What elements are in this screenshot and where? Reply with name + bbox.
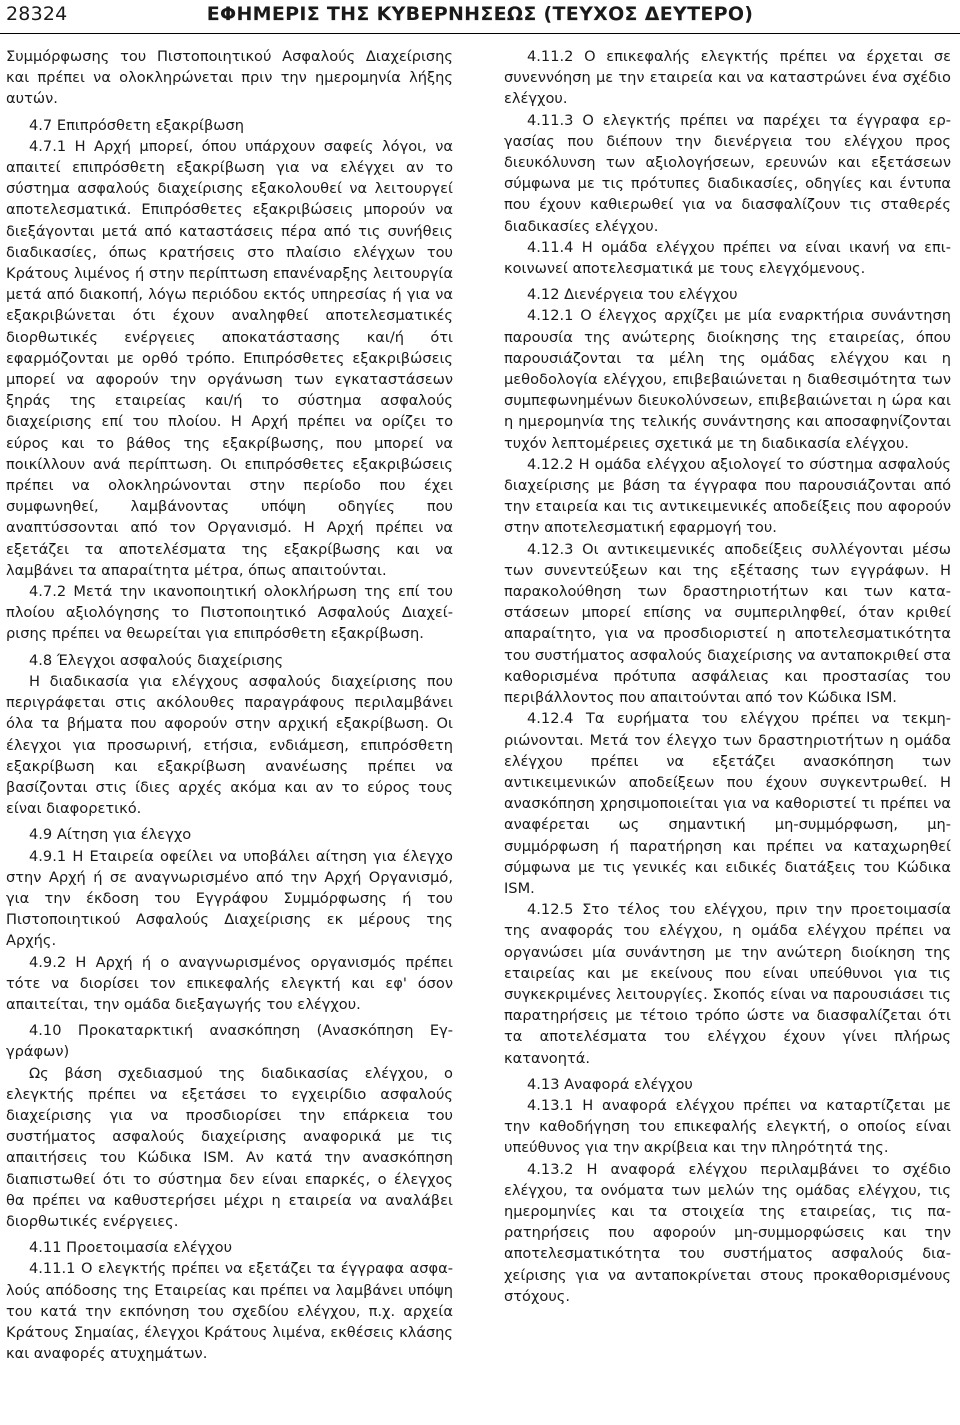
- paragraph: 4.7.2 Μετά την ικανοποιητική ολοκλήρωση της επί του πλοίου αξιολόγησης το Πιστοποιητικό Ασφαλούς Διαχείρισης πρέπει να θεωρείται για επιπρόσθετη εξακρίβωση.: [6, 583, 453, 643]
- paragraph: 4.12.4 Τα ευρήματα του ελέγχου πρέπει να τεκμηριώνονται. Μετά τον έλεγχο των δραστηριοτήτων η ομάδα ελέγχου πρέπει να εξετάζει ανασκόπηση των αντικειμενικών αποδείξεων που έχουν συγκεντρωθεί. Η ανασκόπηση χρησιμοποιείται για να καθοριστεί τι πρέπει να αναφέρεται ως σημαντική μη-συμμόρφωση, μη- συμμόρφωση ή παρατήρηση και πρέπει να καταχωρηθεί σύμφωνα με τις γενικές και ειδικές διατάξεις του Κώδικα ISM.: [504, 710, 951, 897]
- paragraph: 4.12.3 Οι αντικειμενικές αποδείξεις συλλέγονται μέσω των συνεντεύξεων και της εξέτασης των εγγράφων. Η παρακολούθηση των δραστηριοτήτων και των καταστάσεων μπορεί επίσης να συμπεριληφθεί, όταν κριθεί απαραίτητο, για να προσδιοριστεί η αποτελεσματικότητα του συστήματος ασφαλούς διαχείρισης να ανταποκριθεί στα καθορισμένα πρότυπα ασφάλειας και προστασίας του περιβάλλοντος που απαιτούνται από τον Κώδικα ISM.: [504, 540, 951, 707]
- header-divider: [0, 33, 960, 34]
- paragraph: 4.9.1 Η Εταιρεία οφείλει να υποβάλει αίτηση για έλεγχο στην Αρχή ή σε αναγνωρισμένο από την Αρχή Οργανισμό, για την έκδοση του Εγγράφου Συμμόρφωσης ή του Πιστοποιητικού Ασφαλούς Διαχείρισης εκ μέρους της Αρχής.: [6, 847, 453, 950]
- page-header: [0, 0, 960, 30]
- section-heading: 4.12 Διενέργεια του ελέγχου: [527, 286, 738, 304]
- paragraph: 4.11.1 Ο ελεγκτής πρέπει να εξετάζει τα έγγραφα ασφαλούς απόδοσης της Εταιρείας και πρέπει να λαμβάνει υπόψη του κατά την εκπόνηση του σχεδίου ελέγχου, π.χ. αρχεία Κράτους Σημαίας, έλεγχοι Κράτους λιμένα, εκθέσεις κλάσης και αναφορές ατυχημάτων.: [6, 1260, 453, 1363]
- paragraph: Συμμόρφωσης του Πιστοποιητικού Ασφαλούς Διαχείρισης και πρέπει να ολοκληρώνεται πριν την ημερομηνία λήξης αυτών.: [6, 48, 453, 108]
- paragraph: Η διαδικασία για ελέγχους ασφαλούς διαχείρισης που περιγράφεται στις ακόλουθες παραγράφους περιλαμβάνει όλα τα βήματα που αφορούν στην αρχική εξακρίβωση. Οι έλεγχοι για προσωρινή, ετήσια, ενδιάμεση, επιπρόσθετη εξακρίβωση και εξακρίβωση ανανέωσης πρέπει να βασίζονται στις ίδιες αρχές ακόμα και αν το εύρος τους είναι διαφορετικό.: [6, 672, 453, 818]
- section-heading: 4.7 Επιπρόσθετη εξακρίβωση: [29, 116, 244, 134]
- paragraph: 4.9.2 Η Αρχή ή ο αναγνωρισμένος οργανισμός πρέπει τότε να διορίσει τον επικεφαλής ελεγκτή και εφ' όσον απαιτείται, την ομάδα διεξαγωγής του ελέγχου.: [6, 953, 453, 1013]
- paragraph: 4.11.2 Ο επικεφαλής ελεγκτής πρέπει να έρχεται σε συνεννόηση με την εταιρεία και να καταστρώνει ένα σχέδιο ελέγχου.: [504, 48, 951, 108]
- left-column: [6, 46, 453, 1364]
- paragraph: 4.12.1 Ο έλεγχος αρχίζει με μία εναρκτήρια συνάντηση παρουσία της ανώτερης διοίκησης της εταιρείας, όπου παρουσιάζονται τα μέλη της ομάδας ελέγχου και η μεθοδολογία ελέγχου, επιβεβαιώνεται η διαθεσιμότητα των συμπεφωνημένων διευκολύνσεων, επιβεβαιώνεται η ώρα και η ημερομηνία της τελικής συνάντησης και αποσαφηνίζονται τυχόν λεπτομέρειες σχετικά με τη διαδικασία ελέγχου.: [504, 307, 951, 452]
- paragraph: 4.13.1 Η αναφορά ελέγχου πρέπει να καταρτίζεται με την καθοδήγηση του επικεφαλής ελεγκτή, ο οποίος είναι υπεύθυνος για την ακρίβεια και την πληρότητά της.: [504, 1096, 951, 1157]
- paragraph: 4.7.1 Η Αρχή μπορεί, όπου υπάρχουν σαφείς λόγοι, να απαιτεί επιπρόσθετη εξακρίβωση για να ελέγχει αν το σύστημα ασφαλούς διαχείρισης εξακολουθεί να λειτουργεί αποτελεσματικά. Επιπρόσθετες εξακριβώσεις μπορούν να διεξάγονται μετά από καταστάσεις πέρα από τις συνήθεις διαδικασίες, όπως κρατήσεις στο πλαίσιο ελέγχων του Κράτους λιμένος ή στην περίπτωση επανέναρξης λειτουργία μετά από διακοπή, λόγω περιόδου εκτός υπηρεσίας ή για να εξακριβώνεται ότι έχουν αναληφθεί αποτελεσματικές διορθωτικές ενέργειες αποκατάστασης και/ή ότι εφαρμόζονται με ορθό τρόπο. Επιπρόσθετες εξακριβώσεις μπορεί να αφορούν την οργάνωση των εγκαταστάσεων ξηράς της εταιρείας και/ή το σύστημα ασφαλούς διαχείρισης επί του πλοίου. Η Αρχή πρέπει να ορίζει το εύρος και το βάθος της εξακρίβωσης, που μπορεί να ποικίλλουν ανά περίπτωση. Οι επιπρόσθετες εξακριβώσεις πρέπει να ολοκληρώνονται στην περίοδο που έχει συμφωνηθεί, λαμβάνοντας υπόψη οδηγίες που αναπτύσσονται από τον Οργανισμό. Η Αρχή πρέπει να εξετάζει τα αποτελέσματα της εξακρίβωσης και να λαμβάνει τα απαραίτητα μέτρα, όπως απαιτούνται.: [6, 137, 453, 579]
- section-heading: 4.11 Προετοιμασία ελέγχου: [29, 1239, 233, 1257]
- paragraph: 4.11.3 Ο ελεγκτής πρέπει να παρέχει τα έγγραφα εργασίας που διέπουν την διενέργεια του ελέγχου προς διευκόλυνση των αξιολογήσεων, ερευνών και εξετάσεων σύμφωνα με τις πρότυπες διαδικασίες, οδηγίες και έντυπα που έχουν καθιερωθεί για να διασφαλίζουν τις σταθερές διαδικασίες ελέγχου.: [504, 111, 951, 235]
- section-heading: 4.8 Έλεγχοι ασφαλούς διαχείρισης: [29, 651, 284, 669]
- section-heading: 4.9 Αίτηση για έλεγχο: [29, 826, 192, 844]
- section-heading: 4.13 Αναφορά ελέγχου: [527, 1075, 693, 1093]
- gazette-title: ΕΦΗΜΕΡΙΣ ΤΗΣ ΚΥΒΕΡΝΗΣΕΩΣ (ΤΕΥΧΟΣ ΔΕΥΤΕΡΟ): [206, 3, 754, 25]
- right-column: [504, 46, 951, 1307]
- paragraph: Ως βάση σχεδιασμού της διαδικασίας ελέγχου, ο ελεγκτής πρέπει να εξετάσει το εγχειρίδιο ασφαλούς διαχείρισης για να προσδιορίσει την επάρκεια του συστήματος ασφαλούς διαχείρισης αναφορικά με τις απαιτήσεις του Κώδικα ISM. Αν κατά την ανασκόπηση διαπιστωθεί ότι το σύστημα δεν είναι επαρκές, ο έλεγχος θα πρέπει να καθυστερήσει μέχρι η εταιρεία να αναλάβει διορθωτικές ενέργειες.: [6, 1064, 453, 1230]
- paragraph: 4.13.2 Η αναφορά ελέγχου περιλαμβάνει το σχέδιο ελέγχου, τα ονόματα των μελών της ομάδας ελέγχου, τις ημερομηνίες και τα στοιχεία της εταιρείας, τις παρατηρήσεις που αφορούν μη-συμμορφώσεις και την αποτελεσματικότητα του συστήματος ασφαλούς διαχείρισης για να ανταποκρίνεται στους προκαθορισμένους στόχους.: [504, 1160, 951, 1305]
- page-number: 28324: [6, 3, 68, 25]
- paragraph: 4.12.5 Στο τέλος του ελέγχου, πριν την προετοιμασία της αναφοράς του ελέγχου, η ομάδα ελέγχου πρέπει να οργανώσει μία συνάντηση με την ανώτερη διοίκηση της εταιρείας και με εκείνους που είναι υπεύθυνοι για τις συγκεκριμένες λειτουργίες. Σκοπός είναι να παρουσιάσει τις παρατηρήσεις με τέτοιο τρόπο ώστε να διασφαλίζεται ότι τα αποτελέσματα του ελέγχου έχουν γίνει πλήρως κατανοητά.: [504, 901, 951, 1067]
- paragraph: 4.12.2 Η ομάδα ελέγχου αξιολογεί το σύστημα ασφαλούς διαχείρισης με βάση τα έγγραφα που παρουσιάζονται από την εταιρεία και τις αντικειμενικές αποδείξεις που αφορούν στην αποτελεσματική εφαρμογή του.: [504, 455, 951, 537]
- section-heading: 4.10 Προκαταρκτική ανασκόπηση (Ανασκόπηση Εγγράφων): [6, 1022, 453, 1061]
- paragraph: 4.11.4 Η ομάδα ελέγχου πρέπει να είναι ικανή να επικοινωνεί αποτελεσματικά με τους ελεγχόμενους.: [504, 238, 951, 278]
